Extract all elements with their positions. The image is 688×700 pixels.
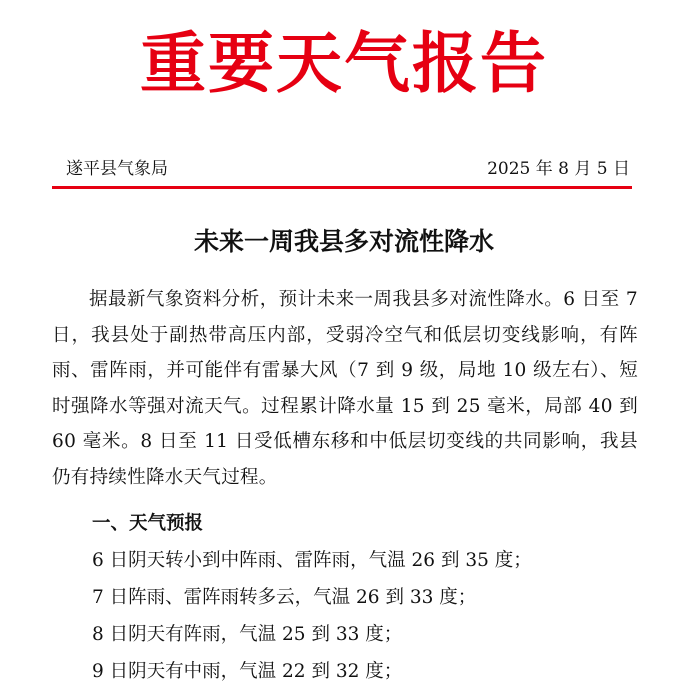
red-divider-line [52, 186, 632, 189]
forecast-item-day-6: 6 日阴天转小到中阵雨、雷阵雨，气温 26 到 35 度； [92, 550, 532, 571]
issue-date: 2025 年 8 月 5 日 [487, 159, 630, 179]
forecast-item-day-9: 9 日阴天有中雨，气温 22 到 32 度； [92, 661, 403, 682]
document-title: 未来一周我县多对流性降水 [193, 227, 494, 256]
issuing-office: 遂平县气象局 [66, 159, 168, 179]
issuer-row [56, 155, 630, 183]
section-heading-weather-forecast: 一、天气预报 [92, 513, 204, 534]
forecast-list [92, 542, 532, 690]
report-masthead: 重要天气报告 [140, 24, 548, 102]
forecast-item-day-8: 8 日阴天有阵雨，气温 25 到 33 度； [92, 624, 403, 645]
summary-paragraph: 据最新气象资料分析，预计未来一周我县多对流性降水。6 日至 7 日，我县处于副热带高压内部，受弱冷空气和低层切变线影响，有阵雨、雷阵雨，并可能伴有雷暴大风（7 到 9 级，局地 10 级左右）、短时强降水等强对流天气。过程累计降水量 15 到 25 毫米，局部 40 到 60 毫米。8 日至 11 日受低槽东移和中低层切变线的共同影响，我县仍有持续性降水天气过程。 [52, 289, 638, 488]
forecast-item-day-7: 7 日阵雨、雷阵雨转多云，气温 26 到 33 度； [92, 587, 477, 608]
